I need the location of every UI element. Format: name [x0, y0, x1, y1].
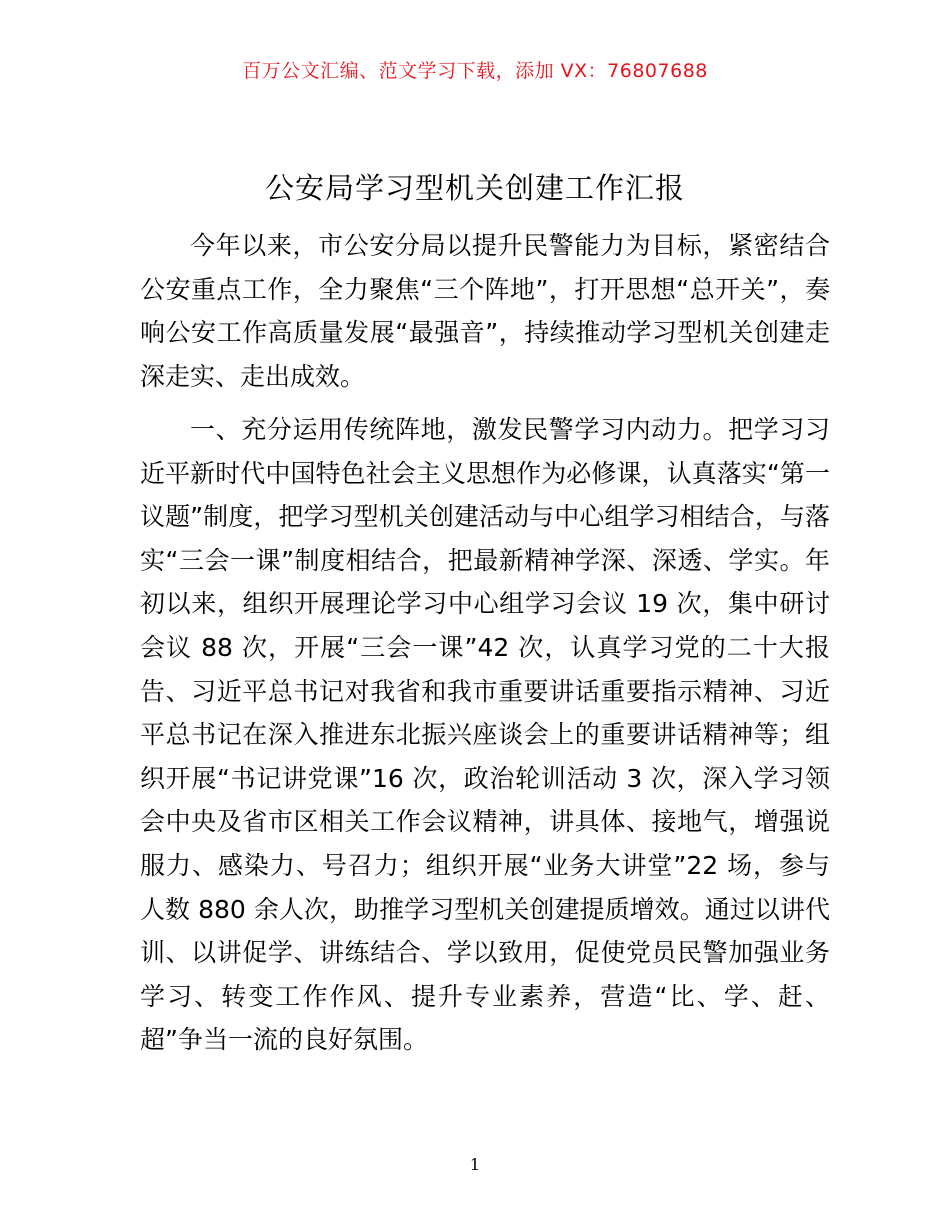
paragraph-intro: 今年以来，市公安分局以提升民警能力为目标，紧密结合公安重点工作，全力聚焦“三个阵地”，打开思想“总开关”，奏响公安工作高质量发展“最强音”，持续推动学习型机关创建走深走实、走出成效。 — [140, 231, 830, 391]
paragraph-section-one: 一、充分运用传统阵地，激发民警学习内动力。把学习习近平新时代中国特色社会主义思想作为必修课，认真落实“第一议题”制度，把学习型机关创建活动与中心组学习相结合，与落实“三会一课”制度相结合，把最新精神学深、深透、学实。年初以来，组织开展理论学习中心组学习会议 19 次，集中研讨会议 88 次，开展“三会一课”42 次，认真学习党的二十大报告、习近平总书记对我省和我市重要讲话重要指示精神、习近平总书记在深入推进东北振兴座谈会上的重要讲话精神等；组织开展“书记讲党课”16 次，政治轮训活动 3 次，深入学习领会中央及省市区相关工作会议精神，讲具体、接地气，增强说服力、感染力、号召力；组织开展“业务大讲堂”22 场，参与人数 880 余人次，助推学习型机关创建提质增效。通过以讲代训、以讲促学、讲练结合、学以致用，促使党员民警加强业务学习、转变工作作风、提升专业素养，营造“比、学、赶、超”争当一流的良好氛围。 — [140, 415, 830, 1055]
document-title: 公安局学习型机关创建工作汇报 — [264, 171, 685, 205]
header-watermark-note: 百万公文汇编、范文学习下载，添加 VX：76807688 — [242, 60, 708, 82]
page-number: 1 — [469, 1155, 481, 1174]
